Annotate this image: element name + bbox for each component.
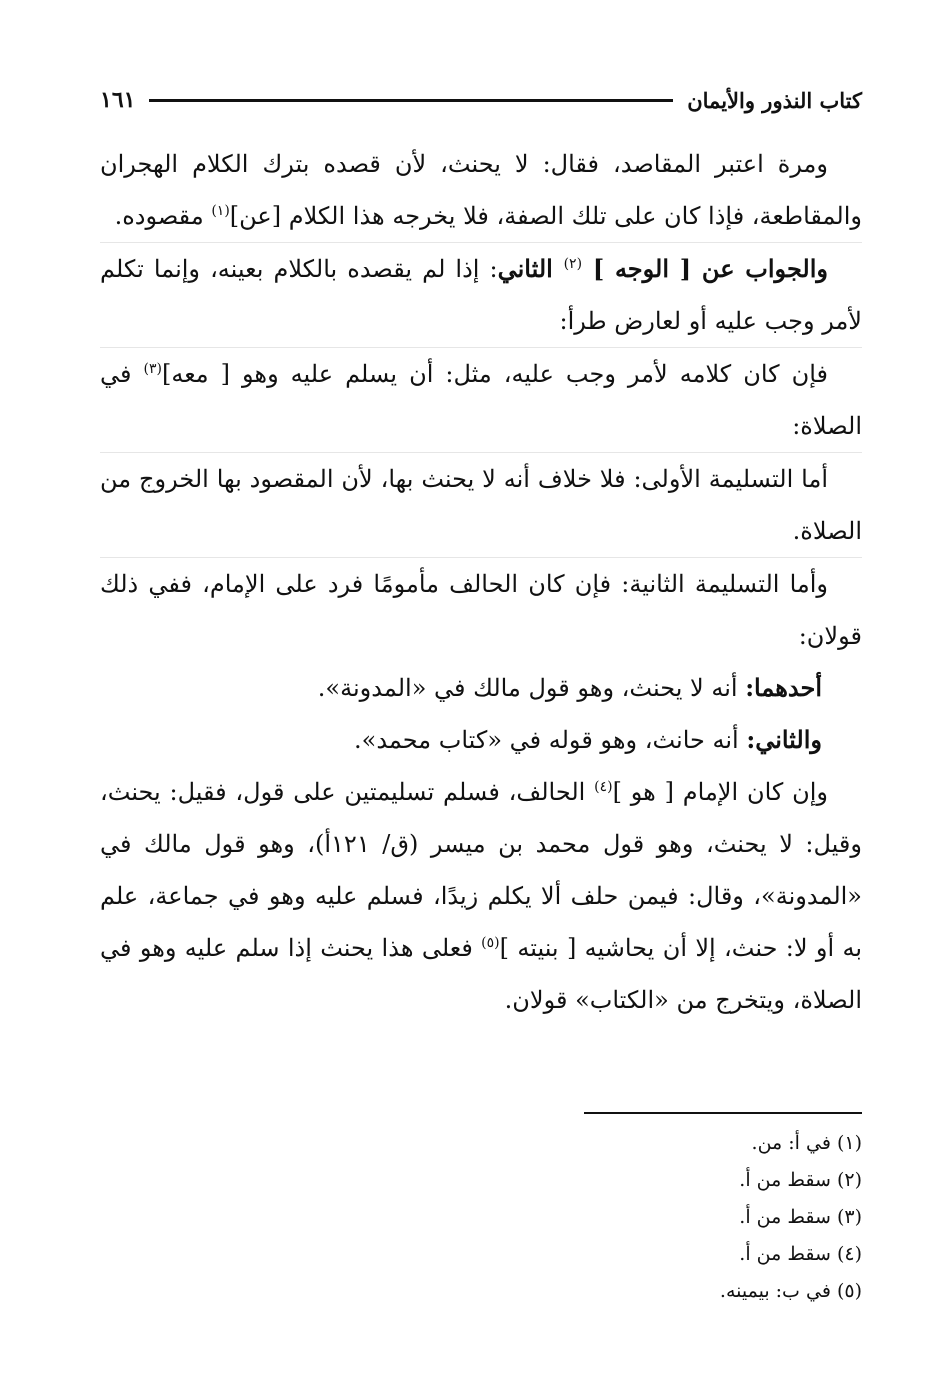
paragraph-3 xyxy=(100,348,862,453)
paragraph-1 xyxy=(100,138,862,243)
paragraph-text: وإن كان الإمام [ هو ] xyxy=(612,778,828,806)
header-rule xyxy=(149,99,673,102)
paragraph-7 xyxy=(100,714,862,766)
paragraph-text: : إذا لم يقصده بالكلام بعينه، وإنما تكلم لأمر وجب عليه أو لعارض طرأ: xyxy=(100,255,862,335)
footnote-1: (١) في أ: من. xyxy=(751,1132,862,1154)
footnote-ref-1: (١) xyxy=(211,203,230,219)
footnote-2: (٢) سقط من أ. xyxy=(739,1169,862,1191)
footnote-ref-3: (٣) xyxy=(143,361,162,377)
running-header xyxy=(100,80,862,120)
paragraph-text-cont: مقصوده. xyxy=(114,202,212,230)
paragraph-text: وأما التسليمة الثانية: فإن كان الحالف مأمومًا فرد على الإمام، ففي ذلك قولان: xyxy=(100,570,862,650)
paragraph-text-cont: الحالف، فسلم تسليمتين على قول، فقيل: يحنث، وقيل: لا يحنث، وهو قول محمد بن ميسر (ق/ ١٢١أ)، وهو قول مالك في «المدونة»، وقال: فيمن حلف ألا يكلم زيدًا، فسلم عليه وهو في جماعة، علم به أو لا: حنث، إلا أن يحاشيه [ بنيته ] xyxy=(100,778,863,962)
page-number: ١٦١ xyxy=(100,87,136,113)
paragraph-lead: أحدهما: xyxy=(745,673,822,702)
paragraph-2 xyxy=(100,243,862,348)
main-text xyxy=(100,138,862,1026)
paragraph-text: أنه حانث، وهو قوله في «كتاب محمد». xyxy=(354,726,747,754)
footnote-5: (٥) في ب: بيمينه. xyxy=(719,1280,862,1302)
paragraph-lead-cont: الثاني xyxy=(497,254,564,283)
paragraph-text-cont: في الصلاة: xyxy=(100,360,862,440)
paragraph-5 xyxy=(100,558,862,662)
paragraph-text: ومرة اعتبر المقاصد، فقال: لا يحنث، لأن قصده بترك الكلام الهجران والمقاطعة، فإذا كان على تلك الصفة، فلا يخرجه هذا الكلام [عن] xyxy=(100,150,862,230)
footnote-4: (٤) سقط من أ. xyxy=(739,1243,862,1265)
footnote-3: (٣) سقط من أ. xyxy=(739,1206,862,1228)
book-title: كتاب النذور والأيمان xyxy=(687,87,862,113)
paragraph-4 xyxy=(100,453,862,558)
paragraph-text: أنه لا يحنث، وهو قول مالك في «المدونة». xyxy=(317,674,746,702)
footnote-ref-4: (٤) xyxy=(594,779,613,795)
paragraph-6 xyxy=(100,662,862,714)
footnotes xyxy=(400,1125,862,1310)
paragraph-lead: والثاني: xyxy=(746,725,822,754)
paragraph-text-end: فعلى هذا يحنث إذا سلم عليه وهو في الصلاة، ويتخرج من «الكتاب» قولان. xyxy=(100,934,862,1014)
footnote-separator xyxy=(584,1112,862,1114)
paragraph-text: أما التسليمة الأولى: فلا خلاف أنه لا يحنث بها، لأن المقصود بها الخروج من الصلاة. xyxy=(100,465,862,545)
footnote-ref-2: (٢) xyxy=(563,256,583,272)
paragraph-text: فإن كان كلامه لأمر وجب عليه، مثل: أن يسلم عليه وهو [ معه] xyxy=(161,360,828,388)
paragraph-lead: والجواب عن [ الوجه ] xyxy=(582,254,829,283)
paragraph-8 xyxy=(100,766,862,1026)
footnote-ref-5: (٥) xyxy=(481,935,500,951)
